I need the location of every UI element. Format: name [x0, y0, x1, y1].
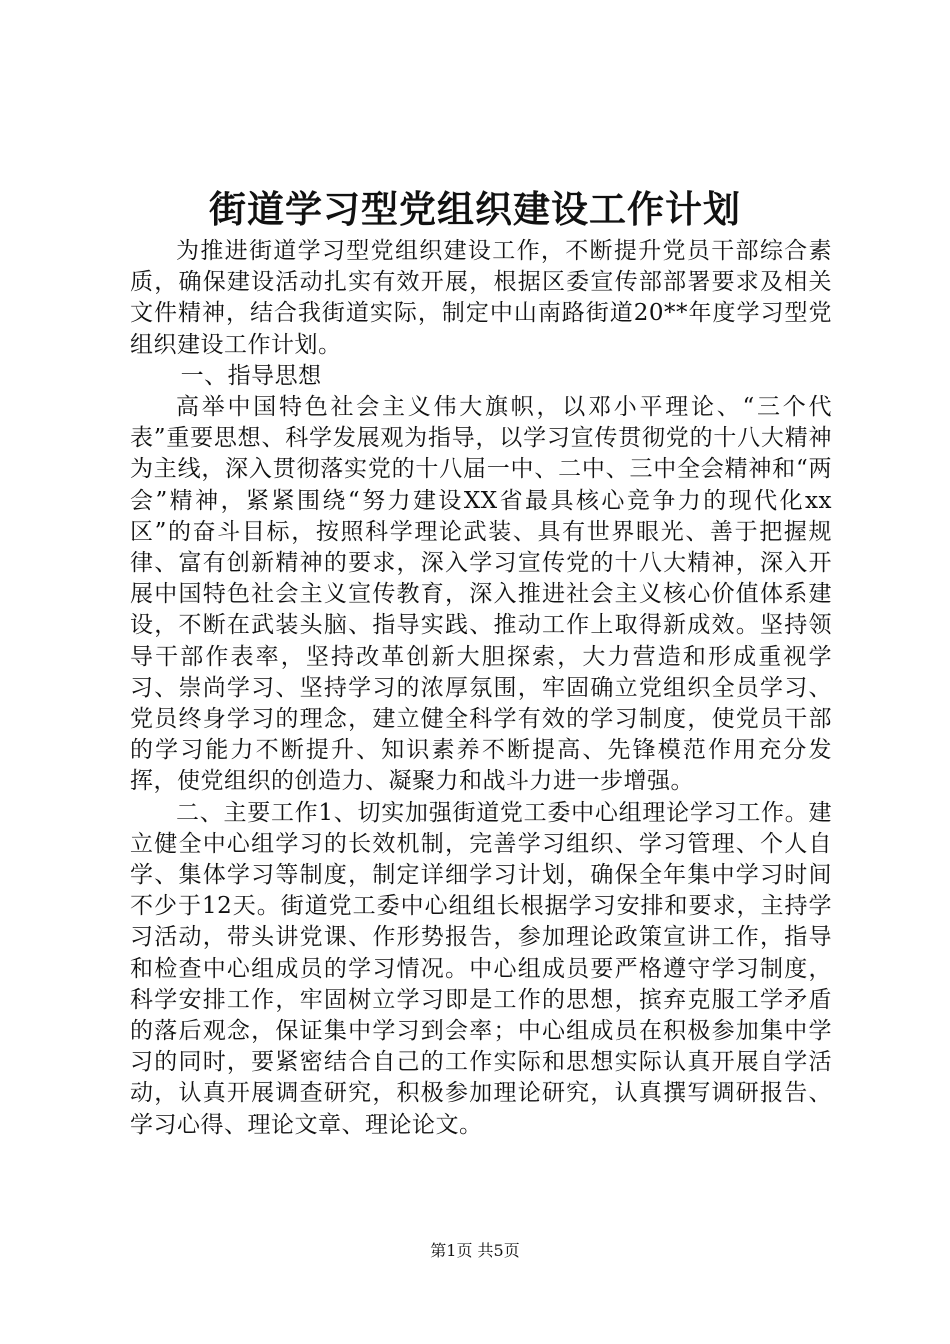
page-footer [0, 1240, 950, 1262]
main-work-paragraph: 二、主要工作1、切实加强街道党工委中心组理论学习工作。建立健全中心组学习的长效机制，完善学习组织、学习管理、个人自学、集体学习等制度，制定详细学习计划，确保全年集中学习时间不少于12天。街道党工委中心组组长根据学习安排和要求，主持学习活动，带头讲党课、作形势报告，参加理论政策宣讲工作，指导和检查中心组成员的学习情况。中心组成员要严格遵守学习制度，科学安排工作，牢固树立学习即是工作的思想，摈弃克服工学矛盾的落后观念，保证集中学习到会率；中心组成员在积极参加集中学习的同时，要紧密结合自己的工作实际和思想实际认真开展自学活动，认真开展调查研究，积极参加理论研究，认真撰写调研报告、学习心得、理论文章、理论论文。 [130, 799, 832, 1138]
section-heading-guiding-thought: 一、指导思想 [180, 362, 322, 389]
guiding-thought-paragraph: 高举中国特色社会主义伟大旗帜，以邓小平理论、“三个代表”重要思想、科学发展观为指导，以学习宣传贯彻党的十八大精神为主线，深入贯彻落实党的十八届一中、二中、三中全会精神和“两会”精神，紧紧围绕“努力建设XX省最具核心竞争力的现代化xx区”的奋斗目标，按照科学理论武装、具有世界眼光、善于把握规律、富有创新精神的要求，深入学习宣传党的十八大精神，深入开展中国特色社会主义宣传教育，深入推进社会主义核心价值体系建设，不断在武装头脑、指导实践、推动工作上取得新成效。坚持领导干部作表率，坚持改革创新大胆探索，大力营造和形成重视学习、崇尚学习、坚持学习的浓厚氛围，牢固确立党组织全员学习、党员终身学习的理念，建立健全科学有效的学习制度，使党员干部的学习能力不断提升、知识素养不断提高、先锋模范作用充分发挥，使党组织的创造力、凝聚力和战斗力进一步增强。 [130, 394, 832, 795]
page-number: 第1页 [430, 1241, 473, 1260]
document-body [130, 236, 832, 1141]
page-total: 共5页 [477, 1241, 520, 1260]
document-title: 街道学习型党组织建设工作计划 [209, 187, 741, 231]
intro-paragraph: 为推进街道学习型党组织建设工作，不断提升党员干部综合素质，确保建设活动扎实有效开展，根据区委宣传部部署要求及相关文件精神，结合我街道实际，制定中山南路街道20**年度学习型党组织建设工作计划。 [130, 238, 832, 358]
